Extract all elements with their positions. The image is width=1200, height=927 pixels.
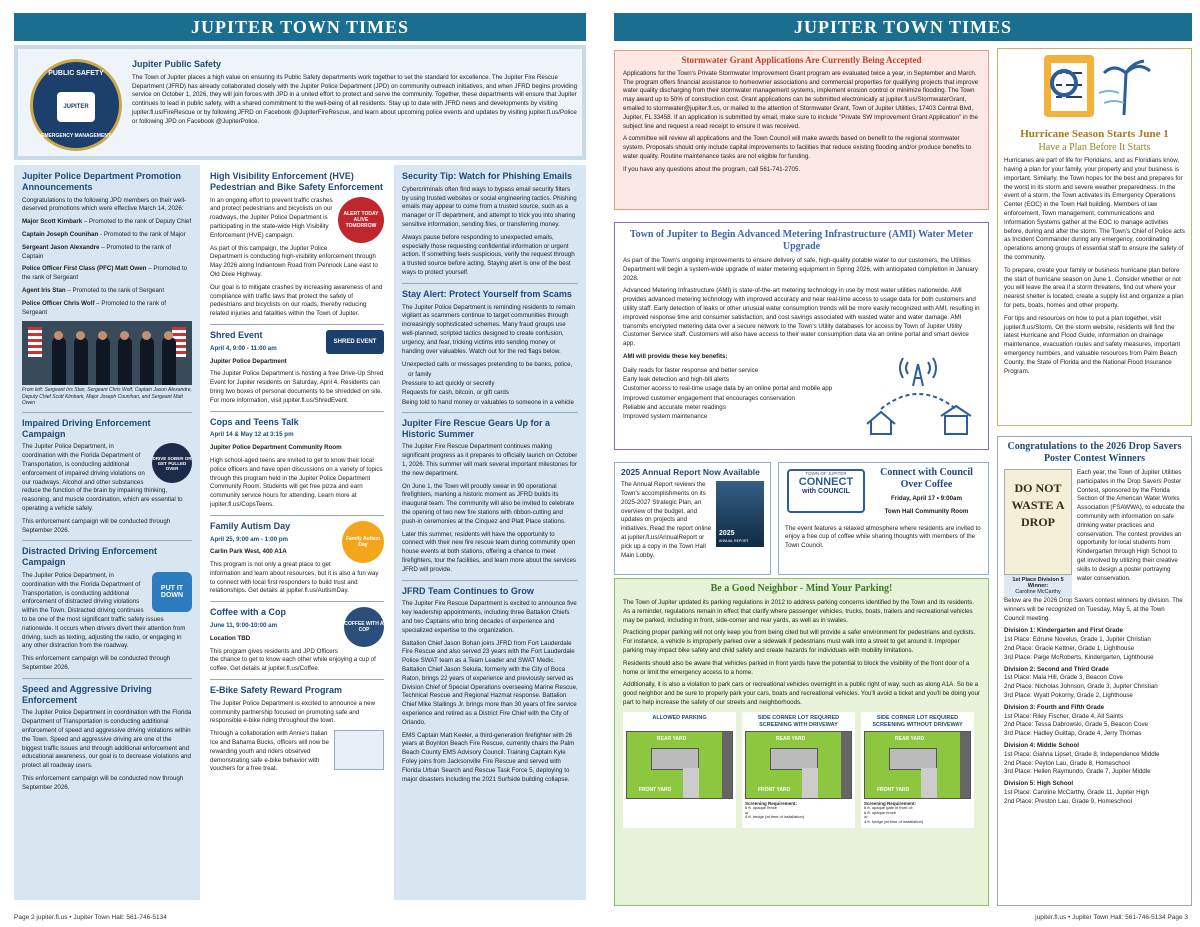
autism-body: This program is not only a great place to get information and learn about resources, but it is also a fun way to connect with local first responders to build trust and relationships. Get details at jupiter.fl.us/AutismDay. bbox=[210, 561, 379, 595]
council-body: The event features a relaxed atmosphere where residents are invited to enjoy a free cup of coffee while sharing thoughts with members of the Town Council. bbox=[785, 524, 981, 550]
parking-diagram bbox=[742, 712, 855, 828]
column-1 bbox=[14, 165, 200, 900]
ami-benefit: Customer access to real-time usage data by an online portal and mobile app bbox=[623, 385, 833, 393]
promotion-name: Agent Iris Stan bbox=[22, 286, 66, 294]
hurricane-subtitle: Have a Plan Before It Starts bbox=[1038, 142, 1151, 154]
diagram-req: or bbox=[864, 814, 868, 820]
annual-report-title: 2025 Annual Report Now Available bbox=[621, 467, 760, 477]
parking-title: Be a Good Neighbor - Mind Your Parking! bbox=[710, 583, 893, 594]
parking-p2: Practicing proper parking will not only keep you from being cited but will provide a safer environment for pedestrians and cyclists. For instance, a vehicle is improperly parked over a sidewalk if pedestrians must walk into a street to get around it. Improper parking may impact bike safety and child safety and create hazards for individuals with mobility limitations. bbox=[623, 629, 976, 654]
diagram-driveway bbox=[683, 768, 699, 798]
stormwater-section bbox=[614, 50, 989, 210]
shred-title: Shred Event bbox=[210, 329, 263, 340]
jfrd-gears-p1: The Jupiter Fire Rescue Department continues making significant progress as it prepares to officially launch on October 1, 2026. This summer will mark several important milestones for the new department. bbox=[402, 443, 578, 477]
promotion-name: Police Officer First Class (PFC) Matt Owen bbox=[22, 265, 147, 273]
ami-benefit: Reliable and accurate meter readings bbox=[623, 403, 726, 411]
smart-meter-network-icon bbox=[861, 354, 976, 439]
poster-image-block bbox=[1004, 469, 1072, 597]
connect-council-logo bbox=[787, 469, 865, 513]
division-place: 2nd Place: Preston Lau, Grade 9, Homeschool bbox=[1004, 797, 1132, 805]
parking-p1: The Town of Jupiter updated its parking regulations in 2012 to address parking concerns identified by the Town and its residents. As a reminder, regulations remain in effect that clarify where passenger vehicles, trucks, boats, trailers and recreational vehicles may be parked, including in front, side-corner and rear yards, as well as in swales. bbox=[623, 599, 974, 624]
diagram-rear-yard: REAR YARD bbox=[776, 735, 806, 742]
cover-label: ANNUAL REPORT bbox=[719, 539, 749, 544]
annual-report-body: The Annual Report reviews the Town's accomplishments on its 2025-2027 Strategic Plan, an overview of the budget, and updates on projects and initiatives. Read the report online at jupiter.fl.us/AnnualReport or pick up a copy in the Town Hall Main Lobby. bbox=[621, 481, 712, 559]
division-title: Division 5: High School bbox=[1004, 780, 1074, 788]
coffee-cop-badge: COFFEE WITH A COP bbox=[344, 607, 384, 647]
diagram-req: 4 ft. hedge (at time of installation) bbox=[745, 814, 805, 820]
public-safety-badge bbox=[30, 59, 122, 151]
ami-p1: As part of the Town's ongoing improvements to ensure delivery of safe, high-quality potable water to our customers, the Utilities Department will begin a system-wide upgrade of water metering equipment in Spring 2026, with anticipated completion in January 2028. bbox=[623, 257, 978, 282]
public-safety-section bbox=[14, 45, 586, 160]
logo-main: CONNECT bbox=[798, 476, 854, 488]
promotions-title: Jupiter Police Department Promotion Announcements bbox=[22, 171, 182, 192]
parking-diagram bbox=[623, 712, 736, 828]
division-title: Division 1: Kindergarten and First Grade bbox=[1004, 627, 1123, 635]
impaired-body: The Jupiter Police Department, in coordination with the Florida Department of Transportation, is conducting additional enforcement of impaired driving violations on our roadways. Alcohol and other substances reduce the function of the brain by impairing thinking, reasoning, and muscle coordination, which are essential to operating a vehicle safely. bbox=[22, 443, 183, 513]
promotions-intro: Congratulations to the following JPD members on their well-deserved promotions which were effective March 14, 2026: bbox=[22, 196, 187, 213]
diagram-req: 6 ft. opaque fence bbox=[864, 809, 897, 815]
masthead-right: JUPITER TOWN TIMES bbox=[614, 13, 1192, 41]
diagram-rear-yard: REAR YARD bbox=[895, 735, 925, 742]
diagram-req-title: Screening Requirement: bbox=[745, 800, 798, 806]
coffee-cop-date: June 11, 9:00-10:00 am bbox=[210, 622, 278, 630]
ami-section bbox=[614, 222, 989, 450]
column-2 bbox=[204, 165, 390, 900]
speed-body: The Jupiter Police Department in coordination with the Florida Department of Transportation is conducting additional enforcement of speed and aggressive driving violations within the Town. Speed and aggressive driving are one of the biggest traffic issues and through additional enforcement and educational awareness, our goal is to decrease violations and protect all roadway users. bbox=[22, 709, 192, 770]
jfrd-grow-p2: Battalion Chief Jason Bohan joins JFRD from Fort Lauderdale Fire Rescue and also served 23 years with the Fort Lauderdale Police SWAT team as a Team Leader and SWAT Medic. Battalion Chief Jason Sekula, formerly with the City of Boca Raton, brings 22 years of experience and previously served as Division Chief of Special Operations overseeing Marine Rescue, Technical Rescue and Regional Hazmat response. Battalion Chief Mike Stallings Jr. brings more than 30 years of fire service experience and retired as a District Fire Chief with the City of Orlando. bbox=[402, 639, 578, 726]
diagram-map bbox=[626, 731, 733, 799]
promotion-name: Captain Joseph Counihan bbox=[22, 230, 99, 238]
diagram-req-title: Screening Requirement: bbox=[864, 800, 917, 806]
promotion-text: - Promoted to the rank of Major bbox=[98, 230, 186, 238]
phishing-p2: Always pause before responding to unexpected emails, especially those requesting confidential information or urgent action. If something feels suspicious, verify the request through a trusted source before acting. Staying alert is one of the best ways to protect yourself. bbox=[402, 233, 575, 276]
footer-right: jupiter.fl.us • Jupiter Town Hall: 561-746-5134 Page 3 bbox=[1035, 914, 1188, 921]
cops-date: April 14 & May 12 at 3:15 pm bbox=[210, 431, 294, 439]
parking-diagram bbox=[861, 712, 974, 828]
division-title: Division 3: Fourth and Fifth Grade bbox=[1004, 703, 1105, 711]
shred-event-badge: SHRED EVENT bbox=[326, 330, 384, 354]
ami-p2: Advanced Metering Infrastructure (AMI) is state-of-the-art metering technology in use by most water utilities nationwide. AMI provides advanced metering technology with improved accuracy and near real-time access to usage data for both customers and utility staff. Early detection of leaks or other unusual water consumption trends will be more easily recognized with AMI, resulting in improved response time and consumer satisfaction, and cost savings associated with wasted water and water damage. AMI transmits encrypted metering data over a secure network to the Town's Utility databases for access by Town of Jupiter Utility Customer Service staff. Customers will also have access to their water consumption data via an online portal and smart device app. bbox=[623, 287, 980, 348]
hurricane-checklist-icon bbox=[1004, 53, 1185, 119]
parking-p4: Additionally, it is also a violation to park cars or recreational vehicles overnight in a public right of way, such as along A1A. So be a good neighbor and be sure to properly park your cars, boats and recreational vehicles. You'll avoid a ticket and you'll be doing your part to help increase the safety of our streets and neighborhoods. bbox=[623, 681, 980, 706]
promotion-name: Police Officer Chris Wolf bbox=[22, 299, 95, 307]
ami-benefits-title: AMI will provide these key benefits: bbox=[623, 352, 728, 360]
promotion-name: Sergeant Jason Alexandre bbox=[22, 243, 100, 251]
autism-title: Family Autism Day bbox=[210, 520, 291, 531]
put-it-down-badge: PUT IT DOWN bbox=[152, 572, 192, 612]
jfrd-grow-p1: The Jupiter Fire Rescue Department is excited to announce five key leadership appointments, including three Battalion Chiefs and two Captains who bring decades of experience and specialized expertise to the organization. bbox=[402, 600, 577, 634]
scams-p1: The Jupiter Police Department is reminding residents to remain vigilant as scammers continue to target communities through increasingly sophisticated schemes. Many fraud groups use well-planned, scripted tactics designed to create confusion, urgency, and fear, tricking victims into sending money or handing over valuables. Watch out for the red flags below. bbox=[402, 303, 575, 355]
scam-bullet: Being told to hand money or valuables to someone in a vehicle bbox=[402, 398, 574, 406]
diagram-front-yard: FRONT YARD bbox=[877, 786, 910, 793]
hve-p2: As part of this campaign, the Jupiter Police Department is conducting high-visibility enforcement through May 2026 along Indiantown Road from Pennock Lane east to Old Dixie Highway. bbox=[210, 244, 378, 278]
diagram-front-yard: FRONT YARD bbox=[758, 786, 791, 793]
annual-report-cover bbox=[716, 481, 764, 547]
diagram-req: or bbox=[745, 809, 749, 815]
council-date: Friday, April 17 • 9:00am bbox=[891, 495, 962, 502]
division-place: 2nd Place: Nicholas Johnson, Grade 3, Jupiter Christian bbox=[1004, 683, 1158, 691]
poster-title: Congratulations to the 2026 Drop Savers Poster Contest Winners bbox=[1007, 441, 1182, 464]
autism-day-badge: Family Autism Day bbox=[342, 521, 384, 563]
promotion-text: – Promoted to the rank of Deputy Chief bbox=[82, 218, 192, 226]
diagram-driveway bbox=[921, 768, 937, 798]
jfrd-gears-p3: Later this summer, residents will have the opportunity to connect with their new fire rescue team during community open house events at both stations, offering a chance to meet firefighters, tour the facilities, and learn more about the services JFRD will provide. bbox=[402, 530, 577, 573]
ebike-title: E-Bike Safety Reward Program bbox=[210, 685, 343, 696]
division-title: Division 4: Middle School bbox=[1004, 741, 1079, 749]
ami-benefit: Daily reads for faster response and better service bbox=[623, 366, 759, 374]
diagram-req: 6 ft. opaque fence bbox=[745, 804, 778, 810]
diagram-house bbox=[770, 748, 818, 770]
impaired-title: Impaired Driving Enforcement Campaign bbox=[22, 417, 151, 439]
promotion-name: Major Scott Kimbark bbox=[22, 218, 83, 226]
voucher-image bbox=[334, 730, 384, 770]
impaired-note: This enforcement campaign will be conducted through September 2026. bbox=[22, 517, 171, 534]
coffee-cop-body: This program gives residents and JPD Officers the chance to get to know each other while enjoying a cup of coffee. Get details at jupiter.fl.us/Coffee. bbox=[210, 647, 376, 673]
cover-year: 2025 bbox=[719, 530, 735, 538]
logo-top: TOWN OF JUPITER bbox=[805, 471, 847, 476]
division-place: 1st Place: Giahna Lipset, Grade 8, Independence Middle bbox=[1004, 750, 1160, 758]
distracted-body: The Jupiter Police Department, in coordination with the Florida Department of Transportation, is conducting additional enforcement of distracted driving violations within the Town. Distracted driving continues to be one of the most significant traffic safety issues nationwide. It occurs when drivers divert their attention from driving, such as texting, adjusting the radio, or engaging in any other distraction from the roadway. bbox=[22, 572, 186, 650]
poster-artwork: DO NOT WASTE A DROP bbox=[1004, 469, 1072, 575]
ebike-p1: The Jupiter Police Department is excited to announce a new community partnership focused on promoting safe and responsible e-bike riding throughout the town. bbox=[210, 699, 376, 725]
distracted-title: Distracted Driving Enforcement Campaign bbox=[22, 546, 158, 568]
poster-caption-place: 1st Place Division 5 Winner: bbox=[1012, 577, 1064, 589]
logo-sub: with COUNCIL bbox=[802, 488, 850, 496]
page-2 bbox=[0, 0, 594, 927]
public-safety-body: The Town of Jupiter places a high value on ensuring its Public Safety departments work together to set the standard for excellence. The Jupiter Fire Rescue Department (JFRD) has already collaborated closely with the Jupiter Police Department (JPD) on community outreach initiatives, and when JFRD begins providing service on October 1, 2026, they will join forces with JPD in a united effort to protect and serve the community. Together, these departments will ensure that Jupiter continues to lead in public safety, with a shared commitment to the well-being of all residents. Stay up to date with JFRD news and developments by visiting jupiter.fl.us/FireRescue or by following JFRD on Facebook @JupiterFireRescue, and learn about upcoming police events and updates by visiting jupiter.fl.us/Police or following JPD on Facebook @JupiterPolice. bbox=[132, 73, 578, 125]
division-title: Division 2: Second and Third Grade bbox=[1004, 665, 1109, 673]
scams-list bbox=[402, 360, 578, 406]
promotion-text: – Promoted to the rank of Sergeant bbox=[22, 299, 166, 316]
coffee-cop-title: Coffee with a Cop bbox=[210, 607, 286, 618]
division-place: 3rd Place: Wyatt Pokorny, Grade 2, Lighthouse bbox=[1004, 691, 1133, 699]
diagram-req: 4 ft. hedge (at time of installation) bbox=[864, 819, 924, 825]
division-place: 1st Place: Maia Hill, Grade 3, Beacon Cove bbox=[1004, 674, 1123, 682]
diagram-title: SIDE CORNER LOT REQUIRED SCREENING WITH DRIVEWAY bbox=[757, 714, 840, 728]
speed-title: Speed and Aggressive Driving Enforcement bbox=[22, 683, 152, 705]
stormwater-p3: If you have any questions about the program, call 561-741-2705. bbox=[623, 165, 801, 173]
council-section bbox=[778, 462, 989, 575]
diagram-house bbox=[889, 748, 937, 770]
annual-report-section bbox=[614, 462, 771, 575]
autism-location: Carlin Park West, 400 A1A bbox=[210, 548, 287, 556]
cops-location: Jupiter Police Department Community Room bbox=[210, 444, 342, 452]
division-list bbox=[1004, 627, 1185, 806]
shred-date: April 4, 9:00 - 11:00 am bbox=[210, 344, 277, 352]
parking-p3: Residents should also be aware that vehicles parked in front yards have the potential to block the visibility of the front door of a home or limit the emergency access to a home. bbox=[623, 659, 970, 676]
division-place: 3rd Place: Hadley Guittap, Grade 4, Jerry Thomas bbox=[1004, 730, 1142, 738]
poster-caption-name: Caroline McCarthy bbox=[1015, 589, 1061, 595]
council-location: Town Hall Community Room bbox=[884, 507, 969, 515]
scam-bullet: Unexpected calls or messages pretending to be banks, police, or family bbox=[402, 361, 573, 378]
phishing-p1: Cybercriminals often find ways to bypass email security filters by using trusted websites or social engineering tactics. Phishing emails may appear to come from a trusted source, such as a manager or IT department, and attempt to trick you into sharing sensitive information, sending files, or transferring money. bbox=[402, 185, 577, 228]
ami-title: Town of Jupiter to Begin Advanced Metering Infrastructure (AMI) Water Meter Upgrade bbox=[629, 229, 974, 252]
scam-bullet: Requests for cash, bitcoin, or gift cards bbox=[402, 389, 509, 397]
coffee-cop-location: Location TBD bbox=[210, 634, 251, 642]
promotion-item bbox=[22, 244, 192, 262]
jfrd-gears-p2: On June 1, the Town will proudly swear in 90 operational firefighters, marking a historic moment as JFRD builds its inaugural team. The community will also be invited to celebrate the opening of two new fire stations with ribbon-cutting and push-in ceremonies at the Cinquez and Platt Place stations. bbox=[402, 482, 575, 525]
ami-benefit: Early leak detection and high-bill alerts bbox=[623, 376, 729, 384]
division-place: 2nd Place: Peyton Lau, Grade 8, Homeschool bbox=[1004, 759, 1130, 767]
hve-p1: In an ongoing effort to prevent traffic crashes and protect pedestrians and bicyclists on our roadways, the Jupiter Police Department is participating in the state-wide High Visibility Enforcement (HVE) campaign. bbox=[210, 196, 333, 239]
division-place: 1st Place: Caroline McCarthy, Grade 11, Jupiter High bbox=[1004, 788, 1149, 796]
footer-left: Page 2 jupiter.fl.us • Jupiter Town Hall: 561-746-5134 bbox=[14, 914, 167, 921]
public-safety-title: Jupiter Public Safety bbox=[132, 59, 222, 69]
poster-contest-section bbox=[997, 436, 1192, 906]
hve-p3: Our goal is to mitigate crashes by increasing awareness of and compliance with traffic laws that protect the safety of pedestrians and bicyclists on our roads, thereby reducing related injuries and fatalities within the Town of Jupiter. bbox=[210, 283, 383, 318]
phishing-title: Security Tip: Watch for Phishing Emails bbox=[402, 171, 573, 181]
cops-title: Cops and Teens Talk bbox=[210, 416, 299, 427]
hurricane-title: Hurricane Season Starts June 1 bbox=[1020, 128, 1169, 140]
division-place: 1st Place: Riley Fischer, Grade 4, All Saints bbox=[1004, 712, 1123, 720]
diagram-map bbox=[864, 731, 971, 799]
shred-location: Jupiter Police Department bbox=[210, 357, 287, 365]
page-3 bbox=[606, 0, 1200, 927]
column-3 bbox=[394, 165, 586, 900]
promotion-item bbox=[22, 287, 192, 296]
promotion-item bbox=[22, 300, 192, 318]
shred-body: The Jupiter Police Department is hosting a free Drive-Up Shred Event for Jupiter residents on Saturday, April 4. Residents can bring two boxes of personal documents to be shredded on site. For more information, visit jupiter.fl.us/ShredEvent. bbox=[210, 370, 384, 404]
drive-sober-badge: DRIVE SOBER OR GET PULLED OVER bbox=[152, 443, 192, 483]
photo-caption: From left: Sergeant Iris Stan, Sergeant Chris Wolf, Captain Jason Alexandre, Deputy Chief Scott Kimbark, Major Joseph Counihan, and Sergeant Matt Owen bbox=[22, 387, 192, 407]
parking-diagrams bbox=[623, 712, 980, 828]
stormwater-title: Stormwater Grant Applications Are Currently Being Accepted bbox=[681, 55, 922, 65]
jfrd-gears-title: Jupiter Fire Rescue Gears Up for a Historic Summer bbox=[402, 417, 551, 439]
hurricane-p3: For tips and resources on how to put a plan together, visit jupiter.fl.us/Storm. On the storm website, residents will find the latest Hurricane and Flood Guide, information on drainage maintenance, evacuation routes and safety measures, important emergency numbers, and valuable resources from Palm Beach County, the State of Florida and the National Flood Insurance Program. bbox=[1004, 314, 1181, 375]
ami-benefit: Improved system maintenance bbox=[623, 413, 708, 421]
diagram-road bbox=[841, 732, 851, 798]
autism-date: April 25, 9:00 am - 1:00 pm bbox=[210, 535, 289, 543]
division-place: 2nd Place: Tessa Dabrowski, Grade 5, Beacon Cove bbox=[1004, 721, 1148, 729]
ami-benefit: Improved customer engagement that encourages conservation bbox=[623, 394, 795, 402]
promotion-item bbox=[22, 231, 192, 240]
diagram-title: ALLOWED PARKING bbox=[652, 714, 707, 721]
poster-p1: Each year, the Town of Jupiter Utilities participates in the Drop Savers Poster Contest, sponsored by the Florida Section of the American Water Works Association (FSAWWA), to educate the community with information on safe drinking water practices and conservation. The contest provides an opportunity for local students from Kindergarten through High School to get involved by utilizing their creative skills to design a poster portraying water conservation. bbox=[1077, 469, 1185, 582]
diagram-house bbox=[651, 748, 699, 770]
jfrd-grow-p3: EMS Captain Matt Keeler, a third-generation firefighter with 26 years at Boynton Beach Fire Rescue, currently chairs the Palm Beach County EMS Advisory Council. Training Captain Kyle Foley joins from Jacksonville Fire Rescue and served with Florida Urban Search and Rescue Task Force 5, deploying to major disasters including the 2021 Surfside building collapse. bbox=[402, 731, 575, 783]
masthead: JUPITER TOWN TIMES bbox=[14, 13, 586, 41]
council-title: Connect with Council Over Coffee bbox=[880, 467, 973, 490]
distracted-note: This enforcement campaign will be conducted through September 2026. bbox=[22, 655, 171, 671]
badge-town-text: JUPITER bbox=[57, 92, 95, 122]
promotion-item bbox=[22, 218, 192, 227]
poster-p2: Below are the 2026 Drop Savers contest winners by division. The winners will be recognized on Tuesday, May 5, at the Town Council meeting. bbox=[1004, 597, 1183, 622]
ebike-p2: Through a collaboration with Annie's Italian Ice and Bahama Bucks, officers will now be rewarding youth and riders observed demonstrating safe e-bike behavior with vouchers for a free treat. bbox=[210, 730, 329, 773]
hurricane-section bbox=[997, 48, 1192, 426]
badge-top-text: PUBLIC SAFETY bbox=[48, 70, 104, 77]
division-place: 1st Place: Edrune Novelus, Grade 1, Jupiter Christian bbox=[1004, 636, 1151, 644]
scams-title: Stay Alert: Protect Yourself from Scams bbox=[402, 288, 572, 299]
stormwater-p2: A committee will review all applications and the Town Council will make awards based on benefit to the regional stormwater system. Proposals should only include capital improvements to facilities that reduce existing flooding and/or produce benefits to water quality. Routine maintenance tasks are not eligible for funding. bbox=[623, 135, 972, 160]
diagram-front-yard: FRONT YARD bbox=[639, 786, 672, 793]
badge-bottom-text: EMERGENCY MANAGEMENT bbox=[41, 133, 111, 139]
diagram-req: 6 ft. opaque gate in front of: bbox=[864, 804, 913, 810]
division-place: 3rd Place: Hellen Raymundo, Grade 7, Jupiter Middle bbox=[1004, 768, 1151, 776]
promotion-text: – Promoted to the rank of Sergeant bbox=[22, 265, 188, 282]
promotion-text: – Promoted to the rank of Captain bbox=[22, 243, 172, 260]
division-place: 3rd Place: Paige McRoberts, Kindergarten, Lighthouse bbox=[1004, 653, 1154, 661]
promotions-list bbox=[22, 218, 192, 317]
promotion-text: – Promoted to the rank of Sergeant bbox=[65, 286, 165, 294]
promotions-photo bbox=[22, 321, 192, 385]
hve-title: High Visibility Enforcement (HVE) Pedestrian and Bike Safety Enforcement bbox=[210, 171, 384, 192]
diagram-driveway bbox=[802, 768, 818, 798]
diagram-rear-yard: REAR YARD bbox=[657, 735, 687, 742]
scam-bullet: Pressure to act quickly or secretly bbox=[402, 379, 495, 387]
speed-note: This enforcement campaign will be conducted now through September 2026. bbox=[22, 774, 184, 791]
parking-section bbox=[614, 578, 989, 906]
stormwater-p1: Applications for the Town's Private Stormwater Improvement Grant program are evaluated twice a year, in September and March. The program offers financial assistance to homeowner associations and commercial properties for qualifying projects that improve water quality discharging from their stormwater management systems, implement erosion control or minimize flooding. The Town may award up to 50% of construction cost. Grant applications can be submitted electronically at jupiter.fl.us/StormwaterGrant, emailed to stormwater@jupiter.fl.us, or mailed to the attention of Stormwater Grant, Town of Jupiter Utilities, 17403 Central Blvd, Jupiter, FL 33458. If an application is submitted by email, make sure to include "Private SW Improvement Grant Application" in the subject line and request a read receipt to ensure it was received. bbox=[623, 69, 979, 130]
diagram-road bbox=[960, 732, 970, 798]
hurricane-p1: Hurricanes are part of life for Floridians, and as Floridians know, having a plan for your family, your property and your business is important. Similarly, the Town hopes for the best and prepares for the worst in its storm and severe weather preparedness. In the event of a storm, the Town activates its Emergency Operations Center (EOC) in the Town Hall building. Members of law enforcement, Town management, communications and Information Systems gather at the EOC to manage activities before, during and after the storm. The Town's Chief of Police acts as Incident Commander during any emergency, coordinating operations among groups of essential staff to ensure the safety of the community. bbox=[1004, 157, 1185, 261]
diagram-title: SIDE CORNER LOT REQUIRED SCREENING WITHOUT DRIVEWAY bbox=[872, 714, 963, 728]
cops-body: High school-aged teens are invited to get to know their local police officers and have open discussions on a variety of topics through this program held in the Jupiter Police Department Community Room. Students will get free pizza and earn community service hours for attending. Learn more at jupiter.fl.us/CopsTeens. bbox=[210, 456, 383, 508]
promotion-item bbox=[22, 265, 192, 283]
division-place: 2nd Place: Gracie Kettner, Grade 1, Lighthouse bbox=[1004, 644, 1135, 652]
hurricane-p2: To prepare, create your family or business hurricane plan before the start of hurricane season on June 1. Consider whether or not you will leave the area if a storm threatens, find out where your nearest shelter is located, create a supply list and organize a plan for pets, boats, homes and other property. bbox=[1004, 266, 1184, 309]
ami-benefits-list bbox=[623, 366, 858, 422]
jfrd-grow-title: JFRD Team Continues to Grow bbox=[402, 585, 534, 596]
diagram-map bbox=[745, 731, 852, 799]
alert-today-badge: ALERT TODAY ALIVE TOMORROW bbox=[338, 197, 384, 243]
diagram-road bbox=[722, 732, 732, 798]
